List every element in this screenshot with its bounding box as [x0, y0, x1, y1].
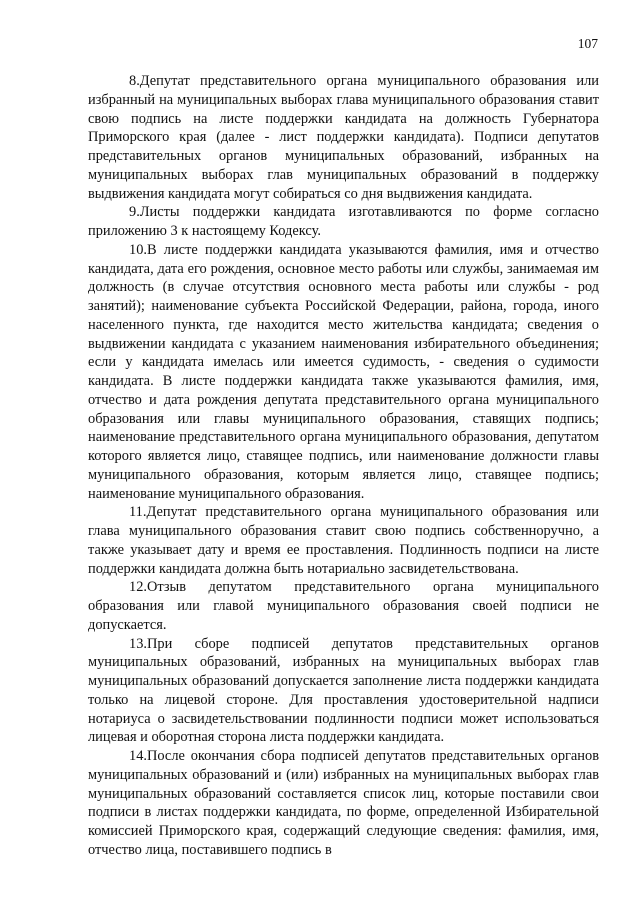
document-body — [88, 72, 599, 860]
paragraph-12: 12.Отзыв депутатом представительного органа муниципального образования или главой муниципального образования своей подписи не допускается. — [88, 579, 599, 633]
paragraph-11: 11.Депутат представительного органа муниципального образования или глава муниципального образования ставит свою подпись собственноручно, а также указывает дату и время ее проставления. Подлинность подписи на листе поддержки кандидата должна быть нотариально засвидетельствована. — [88, 504, 599, 577]
paragraph-14: 14.После окончания сбора подписей депутатов представительных органов муниципальных образований и (или) избранных на муниципальных выборах глав муниципальных образований составляется список лиц, которые поставили свои подписи в листах поддержки кандидата, по форме, определенной Избирательной комиссией Приморского края, содержащий следующие сведения: фамилия, имя, отчество лица, поставившего подпись в — [88, 748, 599, 858]
paragraph-10: 10.В листе поддержки кандидата указываются фамилия, имя и отчество кандидата, дата его рождения, основное место работы или службы, занимаемая им должность (в случае отсутствия основного места работы или службы - род занятий); наименование субъекта Российской Федерации, района, города, иного населенного пункта, где находится место жительства кандидата; сведения о выдвижении кандидата с указанием наименования избирательного объединения; если у кандидата имелась или имеется судимость, - сведения о судимости кандидата. В листе поддержки кандидата также указываются фамилия, имя, отчество и дата рождения депутата представительного органа муниципального образования или главы муниципального образования, ставящих подпись; наименование представительного органа муниципального образования, депутатом которого является лицо, ставящее подпись, или наименование должности главы муниципального образования, которым является лицо, ставящее подпись; наименование муниципального образования. — [88, 241, 599, 502]
paragraph-13: 13.При сборе подписей депутатов представительных органов муниципальных образований, избранных на муниципальных выборах глав муниципальных образований допускается заполнение листа поддержки кандидата только на лицевой стороне. Для проставления удостоверительной надписи нотариуса о засвидетельствовании подлинности подписи может использоваться лицевая и оборотная сторона листа поддержки кандидата. — [88, 635, 599, 746]
paragraph-9: 9.Листы поддержки кандидата изготавливаются по форме согласно приложению 3 к настоящему Кодексу. — [88, 204, 599, 239]
page-number: 107 — [577, 36, 598, 51]
paragraph-8: 8.Депутат представительного органа муниципального образования или избранный на муниципальных выборах глава муниципального образования ставит свою подпись на листе поддержки кандидата на должность Губернатора Приморского края (далее - лист поддержки кандидата). Подписи депутатов представительных органов муниципальных образований, избранных на муниципальных выборах глав муниципальных образований в поддержку выдвижения кандидата могут собираться со дня выдвижения кандидата. — [88, 73, 599, 202]
